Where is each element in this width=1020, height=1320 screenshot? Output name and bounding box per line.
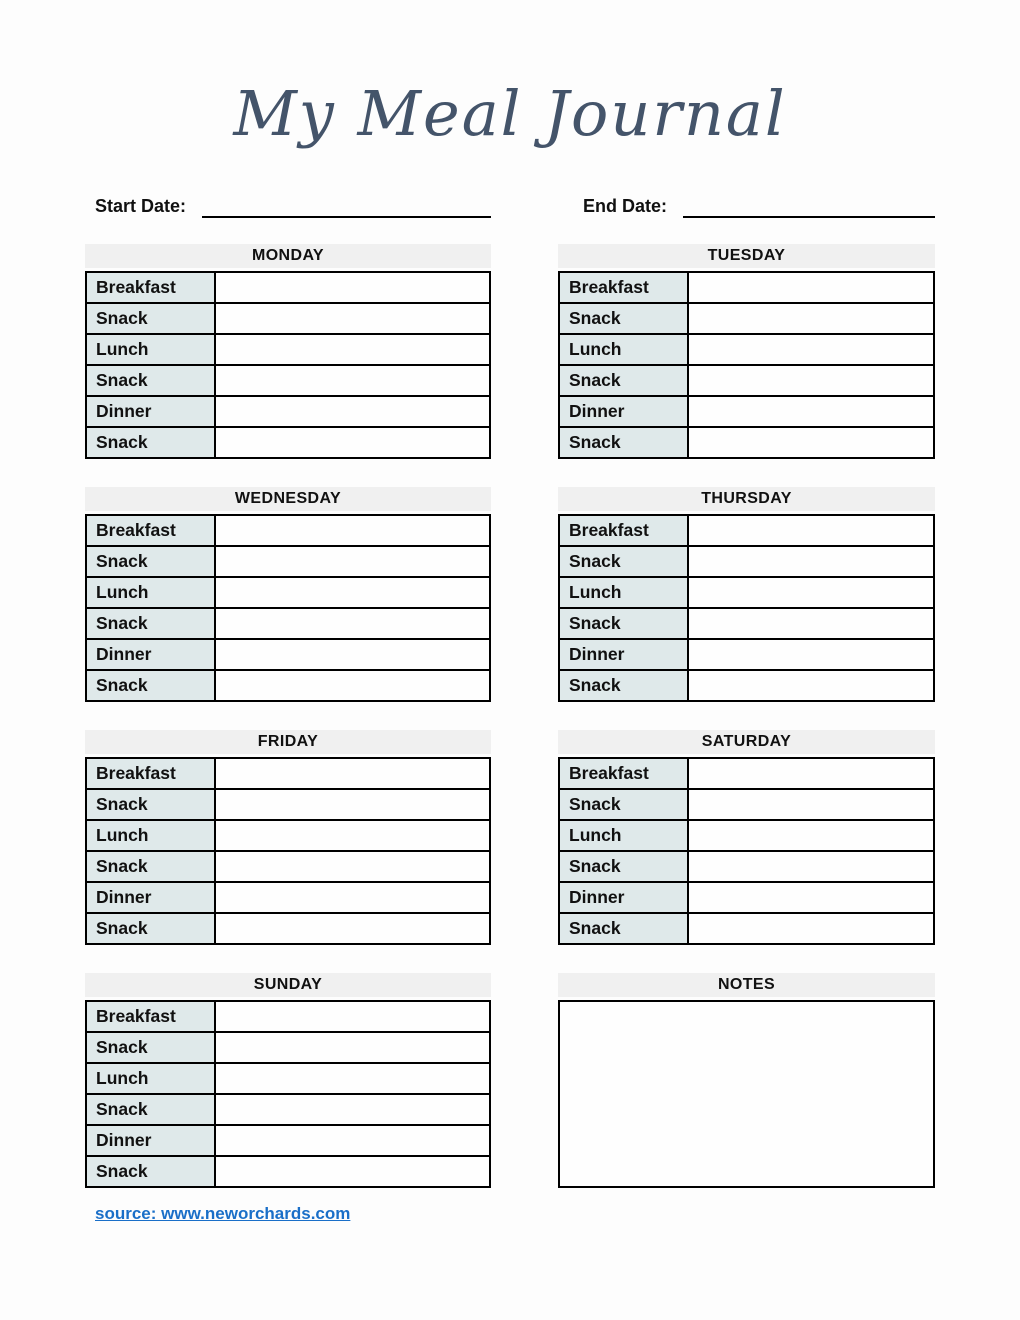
- meal-entry-cell[interactable]: [688, 577, 934, 608]
- meal-label-breakfast: Breakfast: [86, 515, 215, 546]
- meal-entry-cell[interactable]: [215, 546, 490, 577]
- day-header: SATURDAY: [558, 730, 935, 754]
- meal-label-breakfast: Breakfast: [86, 272, 215, 303]
- meal-entry-cell[interactable]: [215, 334, 490, 365]
- meal-label-snack: Snack: [86, 427, 215, 458]
- day-header: TUESDAY: [558, 244, 935, 268]
- meal-row: [86, 882, 490, 913]
- meal-label-snack: Snack: [559, 427, 688, 458]
- meal-row: [86, 1156, 490, 1187]
- meal-entry-cell[interactable]: [688, 608, 934, 639]
- meal-entry-cell[interactable]: [215, 1032, 490, 1063]
- meal-table: [558, 271, 935, 459]
- meal-row: [559, 820, 934, 851]
- meal-entry-cell[interactable]: [688, 758, 934, 789]
- meal-label-dinner: Dinner: [559, 639, 688, 670]
- meal-row: [86, 1001, 490, 1032]
- meal-label-snack: Snack: [86, 1156, 215, 1187]
- meal-row: [86, 515, 490, 546]
- meal-row: [86, 913, 490, 944]
- meal-label-dinner: Dinner: [86, 1125, 215, 1156]
- meal-table: [558, 514, 935, 702]
- meal-label-breakfast: Breakfast: [559, 515, 688, 546]
- meal-entry-cell[interactable]: [688, 789, 934, 820]
- start-date-input[interactable]: [202, 194, 491, 218]
- meal-entry-cell[interactable]: [688, 639, 934, 670]
- day-block-thursday: [558, 487, 935, 702]
- meal-row: [86, 1125, 490, 1156]
- meal-row: [559, 303, 934, 334]
- meal-entry-cell[interactable]: [215, 851, 490, 882]
- page-title: My Meal Journal: [233, 76, 787, 150]
- meal-label-snack: Snack: [86, 365, 215, 396]
- meal-row: [86, 272, 490, 303]
- meal-entry-cell[interactable]: [215, 303, 490, 334]
- meal-row: [559, 789, 934, 820]
- meal-row: [559, 639, 934, 670]
- meal-row: [86, 1063, 490, 1094]
- meal-label-snack: Snack: [86, 546, 215, 577]
- dates-row: [85, 194, 935, 218]
- meal-row: [86, 1032, 490, 1063]
- day-header: WEDNESDAY: [85, 487, 491, 511]
- meal-row: [86, 396, 490, 427]
- meal-label-snack: Snack: [559, 670, 688, 701]
- meal-entry-cell[interactable]: [215, 639, 490, 670]
- meal-row: [559, 577, 934, 608]
- meal-row: [86, 303, 490, 334]
- notes-block: [558, 973, 935, 1188]
- meal-label-lunch: Lunch: [86, 577, 215, 608]
- meal-row: [559, 851, 934, 882]
- meal-entry-cell[interactable]: [215, 272, 490, 303]
- meal-row: [86, 820, 490, 851]
- meal-label-lunch: Lunch: [86, 1063, 215, 1094]
- meal-label-breakfast: Breakfast: [559, 272, 688, 303]
- meal-entry-cell[interactable]: [215, 913, 490, 944]
- meal-entry-cell[interactable]: [215, 1125, 490, 1156]
- meal-row: [559, 396, 934, 427]
- meal-label-snack: Snack: [86, 789, 215, 820]
- end-date-label: End Date:: [583, 196, 668, 216]
- meal-entry-cell[interactable]: [688, 303, 934, 334]
- meal-table: [558, 757, 935, 945]
- meal-entry-cell[interactable]: [688, 913, 934, 944]
- meal-label-snack: Snack: [86, 608, 215, 639]
- meal-row: [86, 1094, 490, 1125]
- meal-label-lunch: Lunch: [86, 334, 215, 365]
- start-date-field: [85, 194, 491, 218]
- meal-label-dinner: Dinner: [86, 639, 215, 670]
- meal-entry-cell[interactable]: [215, 820, 490, 851]
- day-block-wednesday: [85, 487, 491, 702]
- meal-label-snack: Snack: [86, 913, 215, 944]
- notes-box[interactable]: [558, 1000, 935, 1188]
- meal-label-dinner: Dinner: [86, 882, 215, 913]
- day-header: FRIDAY: [85, 730, 491, 754]
- meal-label-breakfast: Breakfast: [86, 1001, 215, 1032]
- day-block-saturday: [558, 730, 935, 945]
- meal-label-lunch: Lunch: [86, 820, 215, 851]
- end-date-field: [558, 194, 935, 218]
- meal-entry-cell[interactable]: [688, 882, 934, 913]
- meal-label-snack: Snack: [86, 303, 215, 334]
- meal-row: [559, 913, 934, 944]
- meal-entry-cell[interactable]: [688, 546, 934, 577]
- meal-entry-cell[interactable]: [688, 272, 934, 303]
- meal-entry-cell[interactable]: [215, 1063, 490, 1094]
- meal-row: [559, 882, 934, 913]
- meal-entry-cell[interactable]: [215, 608, 490, 639]
- meal-label-snack: Snack: [559, 913, 688, 944]
- start-date-label: Start Date:: [95, 196, 187, 216]
- meal-row: [86, 427, 490, 458]
- source-link[interactable]: source: www.neworchards.com: [95, 1204, 351, 1223]
- meal-entry-cell[interactable]: [688, 396, 934, 427]
- meal-entry-cell[interactable]: [215, 365, 490, 396]
- meal-entry-cell[interactable]: [688, 334, 934, 365]
- meal-row: [86, 851, 490, 882]
- meal-label-snack: Snack: [559, 608, 688, 639]
- meal-label-snack: Snack: [559, 851, 688, 882]
- meal-row: [559, 515, 934, 546]
- day-header: THURSDAY: [558, 487, 935, 511]
- meal-entry-cell[interactable]: [688, 515, 934, 546]
- meal-label-lunch: Lunch: [559, 334, 688, 365]
- meal-label-dinner: Dinner: [559, 396, 688, 427]
- day-block-sunday: [85, 973, 491, 1188]
- meal-entry-cell[interactable]: [215, 882, 490, 913]
- meal-label-lunch: Lunch: [559, 577, 688, 608]
- meal-entry-cell[interactable]: [215, 789, 490, 820]
- meal-row: [559, 334, 934, 365]
- meal-row: [559, 272, 934, 303]
- meal-entry-cell[interactable]: [215, 427, 490, 458]
- end-date-input[interactable]: [683, 194, 935, 218]
- meal-table: [85, 271, 491, 459]
- meal-label-lunch: Lunch: [559, 820, 688, 851]
- meal-row: [559, 427, 934, 458]
- meal-row: [86, 670, 490, 701]
- meal-label-breakfast: Breakfast: [559, 758, 688, 789]
- meal-label-dinner: Dinner: [559, 882, 688, 913]
- meal-entry-cell[interactable]: [688, 427, 934, 458]
- meal-table: [85, 1000, 491, 1188]
- meal-row: [86, 334, 490, 365]
- notes-header: NOTES: [558, 973, 935, 997]
- meal-row: [86, 758, 490, 789]
- meal-row: [559, 365, 934, 396]
- meal-entry-cell[interactable]: [688, 851, 934, 882]
- meal-entry-cell[interactable]: [215, 758, 490, 789]
- meal-label-snack: Snack: [559, 546, 688, 577]
- meal-entry-cell[interactable]: [215, 577, 490, 608]
- meal-entry-cell[interactable]: [215, 396, 490, 427]
- meal-label-snack: Snack: [86, 1032, 215, 1063]
- meal-label-dinner: Dinner: [86, 396, 215, 427]
- meal-row: [86, 546, 490, 577]
- meal-row: [559, 670, 934, 701]
- meal-entry-cell[interactable]: [215, 1001, 490, 1032]
- meal-label-snack: Snack: [559, 365, 688, 396]
- day-header: MONDAY: [85, 244, 491, 268]
- meal-row: [559, 546, 934, 577]
- meal-entry-cell[interactable]: [215, 515, 490, 546]
- meal-row: [86, 577, 490, 608]
- meal-entry-cell[interactable]: [688, 820, 934, 851]
- meal-label-snack: Snack: [559, 789, 688, 820]
- meal-table: [85, 514, 491, 702]
- meal-row: [559, 608, 934, 639]
- meal-entry-cell[interactable]: [688, 365, 934, 396]
- meal-entry-cell[interactable]: [215, 670, 490, 701]
- meal-table: [85, 757, 491, 945]
- week-grid: [85, 244, 935, 1188]
- meal-label-snack: Snack: [86, 851, 215, 882]
- day-block-monday: [85, 244, 491, 459]
- meal-label-breakfast: Breakfast: [86, 758, 215, 789]
- meal-label-snack: Snack: [559, 303, 688, 334]
- meal-row: [86, 639, 490, 670]
- day-header: SUNDAY: [85, 973, 491, 997]
- meal-entry-cell[interactable]: [688, 670, 934, 701]
- meal-label-snack: Snack: [86, 670, 215, 701]
- meal-row: [86, 365, 490, 396]
- meal-label-snack: Snack: [86, 1094, 215, 1125]
- day-block-tuesday: [558, 244, 935, 459]
- meal-row: [86, 789, 490, 820]
- day-block-friday: [85, 730, 491, 945]
- meal-entry-cell[interactable]: [215, 1094, 490, 1125]
- meal-entry-cell[interactable]: [215, 1156, 490, 1187]
- meal-row: [86, 608, 490, 639]
- meal-row: [559, 758, 934, 789]
